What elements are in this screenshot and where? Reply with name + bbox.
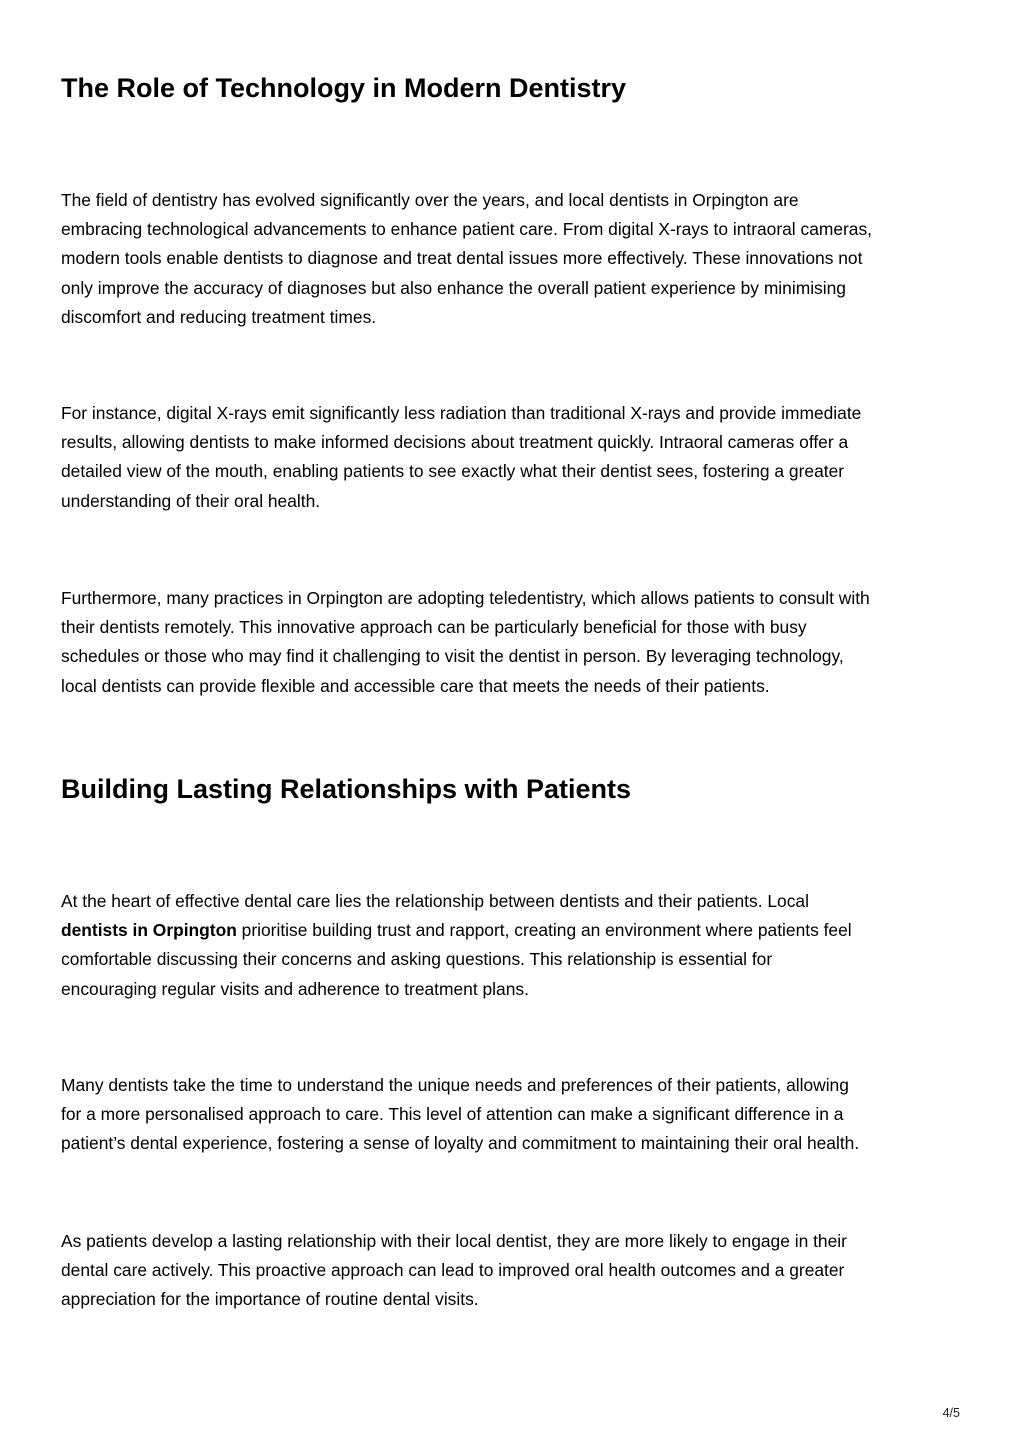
text-line: Furthermore, many practices in Orpington are adopting teledentistry, which allows patients to consult with [61, 588, 870, 608]
text-line: appreciation for the importance of routine dental visits. [61, 1289, 479, 1310]
text-line: embracing technological advancements to enhance patient care. From digital X-rays to intraoral cameras, [61, 219, 873, 240]
text-line: encouraging regular visits and adherence to treatment plans. [61, 978, 529, 999]
text-line: Many dentists take the time to understand the unique needs and preferences of their patients, allowing [61, 1075, 849, 1095]
text-line: As patients develop a lasting relationship with their local dentist, they are more likely to engage in their [61, 1231, 847, 1251]
paragraph-technology-xrays [61, 399, 971, 516]
text-line: for a more personalised approach to care. This level of attention can make a significant difference in a [61, 1104, 844, 1125]
paragraph-relationships-personalised [61, 1071, 971, 1159]
text-segment: prioritise building trust and rapport, creating an environment where patients feel [236, 920, 852, 941]
paragraph-technology-intro [61, 186, 971, 332]
bold-phrase-dentists-in-orpington: dentists in Orpington [61, 920, 237, 941]
paragraph-relationships-intro [61, 887, 971, 1004]
text-line: comfortable discussing their concerns and asking questions. This relationship is essential for [61, 949, 773, 970]
text-line: local dentists can provide flexible and accessible care that meets the needs of their patients. [61, 675, 770, 696]
section-heading-technology: The Role of Technology in Modern Dentistry [61, 73, 627, 103]
section-heading-relationships: Building Lasting Relationships with Patients [61, 774, 632, 804]
text-line: For instance, digital X-rays emit significantly less radiation than traditional X-rays and provide immediate [61, 403, 862, 423]
text-line: The field of dentistry has evolved significantly over the years, and local dentists in Orpington are [61, 190, 799, 210]
text-line: modern tools enable dentists to diagnose and treat dental issues more effectively. These innovations not [61, 248, 863, 269]
paragraph-technology-teledentistry [61, 584, 971, 701]
text-line: their dentists remotely. This innovative approach can be particularly beneficial for those with busy [61, 617, 807, 638]
paragraph-relationships-engagement [61, 1227, 971, 1315]
text-line: detailed view of the mouth, enabling patients to see exactly what their dentist sees, fostering a greater [61, 461, 845, 482]
text-line: results, allowing dentists to make informed decisions about treatment quickly. Intraoral cameras offer a [61, 432, 849, 453]
text-line: patient’s dental experience, fostering a sense of loyalty and commitment to maintaining their oral health. [61, 1133, 860, 1154]
text-line: only improve the accuracy of diagnoses but also enhance the overall patient experience by minimising [61, 277, 846, 298]
text-line: discomfort and reducing treatment times. [61, 306, 377, 327]
text-line: understanding of their oral health. [61, 490, 321, 511]
text-line [61, 916, 971, 945]
text-line: schedules or those who may find it challenging to visit the dentist in person. By leveraging technology, [61, 646, 844, 667]
page-number: 4/5 [942, 1406, 960, 1420]
text-line: At the heart of effective dental care lies the relationship between dentists and their patients. Local [61, 891, 809, 911]
text-line: dental care actively. This proactive approach can lead to improved oral health outcomes and a greater [61, 1260, 845, 1281]
